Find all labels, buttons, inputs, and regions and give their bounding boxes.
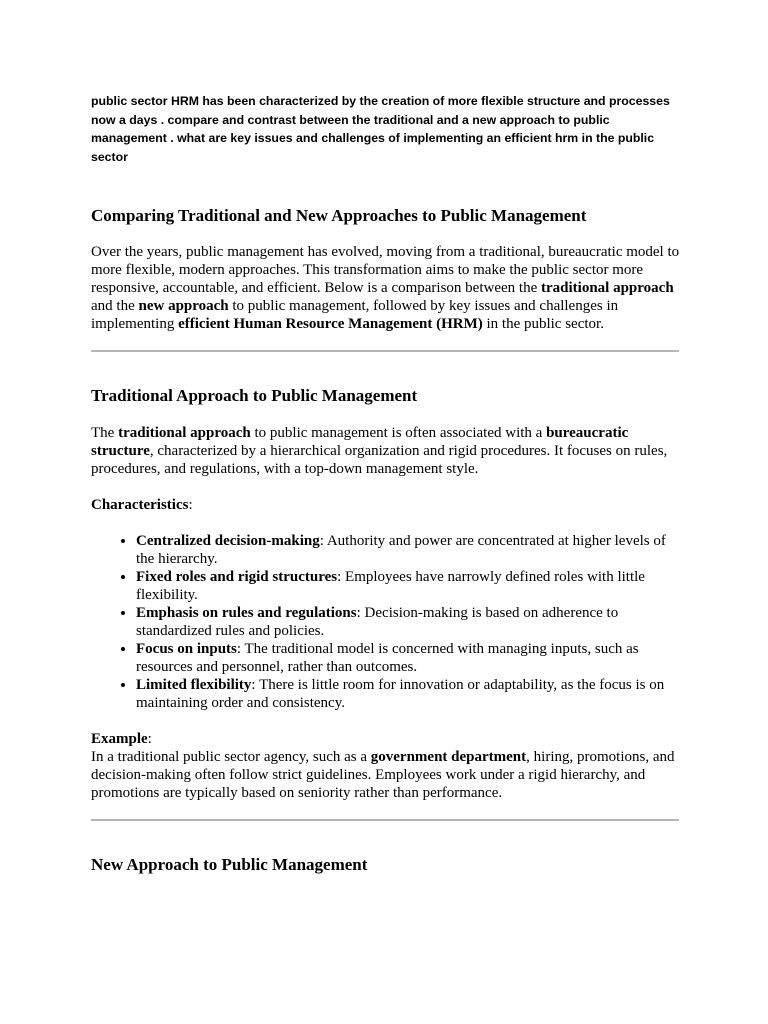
list-item-term: Emphasis on rules and regulations (136, 605, 357, 621)
intro-text-2: and the (91, 298, 139, 314)
document-page (91, 92, 681, 875)
list-item-desc: : Employees have narrowly defined roles with little flexibility. (136, 569, 645, 603)
trad-bold-bureaucratic: bureaucratic structure (91, 425, 629, 459)
example-text-2: , hiring, promotions, and decision-making often follow strict guidelines. Employees work under a rigid hierarchy, and promotions are typically based on seniority rather than performance. (91, 749, 675, 801)
example-text-1: In a traditional public sector agency, such as a (91, 749, 371, 765)
list-item-term: Focus on inputs (136, 641, 237, 657)
trad-text-1: The (91, 425, 119, 441)
intro-bold-traditional: traditional approach (541, 280, 674, 296)
list-item-term: Centralized decision-making (136, 533, 320, 549)
section-heading-comparison: Comparing Traditional and New Approaches to Public Management (91, 206, 587, 225)
section-heading-traditional: Traditional Approach to Public Management (91, 386, 418, 405)
list-item (136, 568, 681, 604)
list-item-term: Fixed roles and rigid structures (136, 569, 338, 585)
intro-text-3: to public management, followed by key issues and challenges in implementing (91, 298, 619, 332)
list-item-desc: : Decision-making is based on adherence to standardized rules and policies. (136, 605, 619, 639)
traditional-intro-paragraph (91, 424, 681, 478)
example-label (91, 730, 681, 748)
intro-text-1: Over the years, public management has evolved, moving from a traditional, bureaucratic model to more flexible, modern approaches. This transformation aims to make the public sector more responsive, accountable, and efficient. Below is a comparison between the (91, 244, 680, 296)
intro-bold-hrm: efficient Human Resource Management (HRM) (178, 316, 483, 332)
characteristics-list (91, 532, 681, 712)
list-item (136, 532, 681, 568)
list-item-desc: : There is little room for innovation or adaptability, as the focus is on maintaining order and consistency. (136, 677, 665, 711)
list-item-desc: : Authority and power are concentrated at higher levels of the hierarchy. (136, 533, 666, 567)
list-item (136, 676, 681, 712)
example-paragraph (91, 748, 681, 802)
section-heading-new: New Approach to Public Management (91, 855, 368, 874)
list-item (136, 604, 681, 640)
list-item (136, 640, 681, 676)
list-item-term: Limited flexibility (136, 677, 252, 693)
intro-bold-new: new approach (138, 298, 229, 314)
example-label-text: Example (91, 731, 148, 747)
characteristics-label-text: Characteristics (91, 497, 189, 513)
divider (91, 819, 679, 821)
example-colon: : (147, 731, 152, 747)
divider (91, 350, 679, 352)
characteristics-colon: : (188, 497, 193, 513)
list-item-desc: : The traditional model is concerned with managing inputs, such as resources and personnel, rather than outcomes. (136, 641, 639, 675)
intro-text-4: in the public sector. (482, 316, 604, 332)
trad-text-3: , characterized by a hierarchical organization and rigid procedures. It focuses on rules, procedures, and regulations, with a top-down management style. (91, 443, 668, 477)
trad-bold-traditional: traditional approach (118, 425, 251, 441)
example-bold-govdept: government department (370, 749, 527, 765)
trad-text-2: to public management is often associated with a (250, 425, 547, 441)
comparison-intro-paragraph (91, 243, 681, 333)
question-text: public sector HRM has been characterized by the creation of more flexible structure and processes now a days . compare and contrast between the traditional and a new approach to public management . what are key issues and challenges of implementing an efficient hrm in the public sector (91, 94, 670, 164)
characteristics-label (91, 496, 681, 514)
